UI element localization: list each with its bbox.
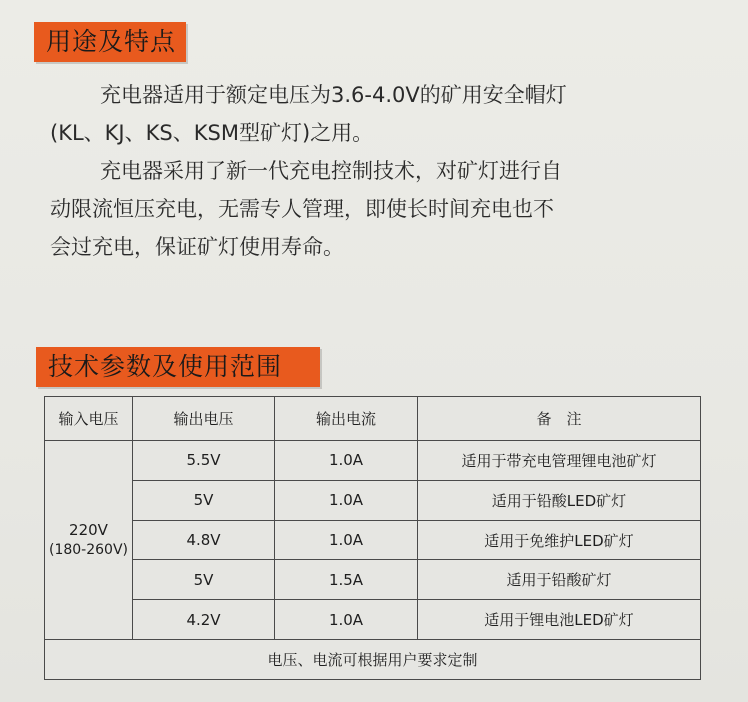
table-row (45, 600, 701, 640)
paragraph-line: 动限流恒压充电，无需专人管理，即使长时间充电也不 (50, 197, 554, 221)
header-output-current: 输出电流 (275, 397, 418, 441)
table-footer-row (45, 640, 701, 680)
header-notes: 备 注 (418, 397, 701, 441)
footer-note: 电压、电流可根据用户要求定制 (45, 640, 701, 680)
input-voltage-cell (45, 440, 133, 639)
note-cell: 适用于带充电管理锂电池矿灯 (418, 440, 701, 480)
section-heading-usage: 用途及特点 (34, 22, 186, 62)
note-cell: 适用于铅酸矿灯 (418, 560, 701, 600)
output-current-cell: 1.0A (275, 600, 418, 640)
header-input-voltage: 输入电压 (45, 397, 133, 441)
table-row (45, 440, 701, 480)
note-cell: 适用于铅酸LED矿灯 (418, 480, 701, 520)
output-current-cell: 1.0A (275, 520, 418, 560)
table-row (45, 480, 701, 520)
table-row (45, 520, 701, 560)
input-voltage-value: 220V (69, 521, 108, 540)
spec-table (44, 396, 701, 680)
header-output-voltage: 输出电压 (133, 397, 275, 441)
paragraph-line: (KL、KJ、KS、KSM型矿灯)之用。 (50, 121, 374, 145)
table-header-row (45, 397, 701, 441)
output-current-cell: 1.5A (275, 560, 418, 600)
note-cell: 适用于免维护LED矿灯 (418, 520, 701, 560)
paragraph-line: 充电器适用于额定电压为3.6-4.0V的矿用安全帽灯 (100, 83, 567, 107)
note-cell: 适用于锂电池LED矿灯 (418, 600, 701, 640)
table-row (45, 560, 701, 600)
section-heading-specs: 技术参数及使用范围 (36, 347, 320, 387)
output-voltage-cell: 5V (133, 560, 275, 600)
output-current-cell: 1.0A (275, 480, 418, 520)
output-voltage-cell: 4.8V (133, 520, 275, 560)
output-current-cell: 1.0A (275, 440, 418, 480)
paragraph-line: 会过充电，保证矿灯使用寿命。 (50, 235, 344, 259)
input-voltage-range: (180-260V) (49, 542, 128, 559)
output-voltage-cell: 5.5V (133, 440, 275, 480)
paragraph-line: 充电器采用了新一代充电控制技术，对矿灯进行自 (100, 159, 562, 183)
output-voltage-cell: 5V (133, 480, 275, 520)
output-voltage-cell: 4.2V (133, 600, 275, 640)
